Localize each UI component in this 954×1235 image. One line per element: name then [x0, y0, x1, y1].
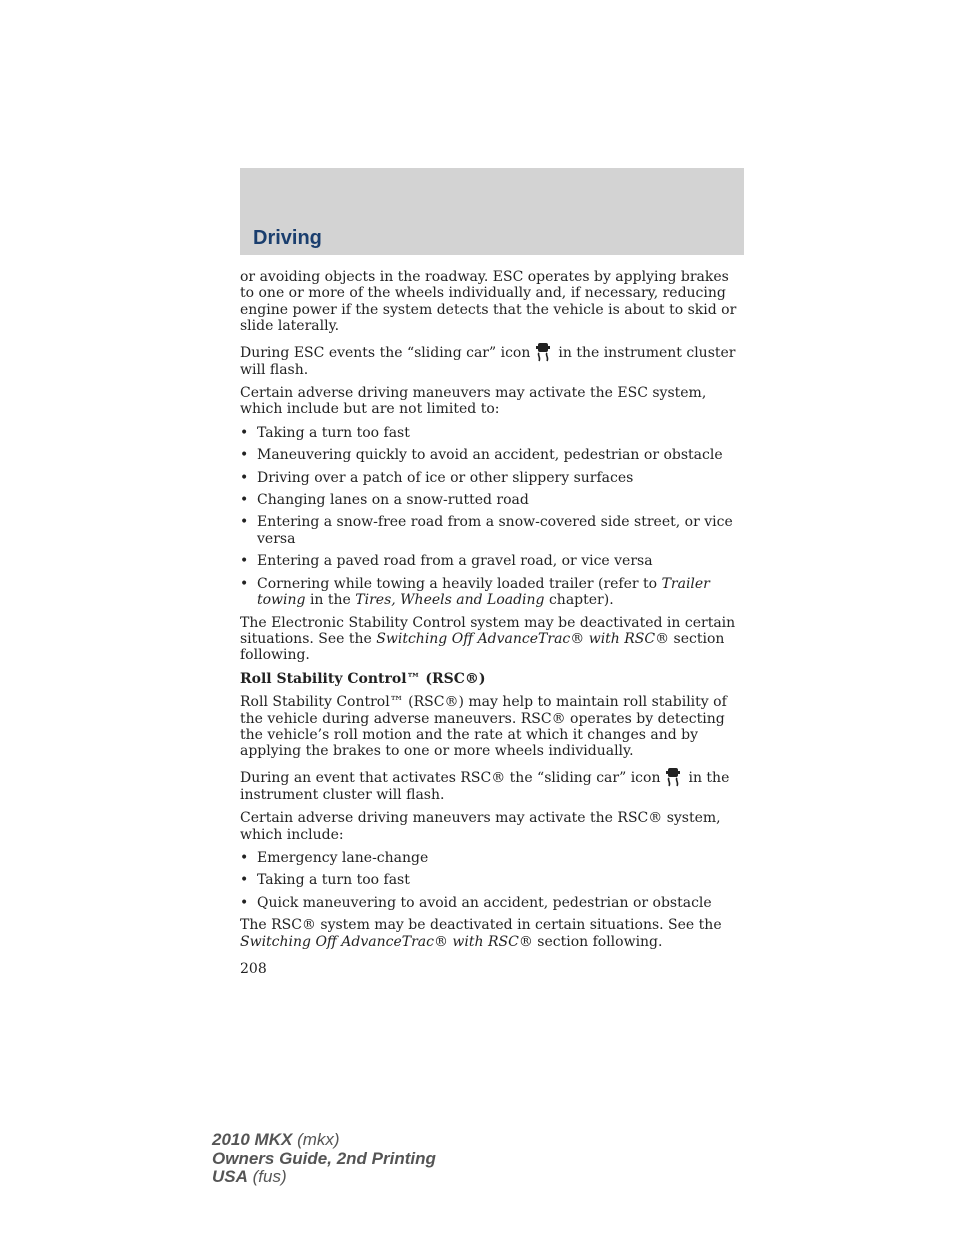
list-item: • Quick maneuvering to avoid an accident, pedestrian or obstacle: [240, 894, 712, 911]
sliding-car-icon: [664, 767, 682, 787]
rsc-heading: Roll Stability Control™ (RSC®): [240, 670, 486, 687]
paragraph-rsc-icon: During an event that activates RSC® the “sliding car” icon in the instrument cluster will flash.: [240, 767, 746, 803]
list-item: • Taking a turn too fast: [240, 872, 410, 889]
sliding-car-icon: [534, 342, 552, 362]
footer-line-edition: Owners Guide, 2nd Printing: [212, 1148, 436, 1168]
section-title: Driving: [253, 227, 322, 249]
list-item: • Emergency lane-change: [240, 849, 429, 866]
list-item: • Taking a turn too fast: [240, 424, 410, 441]
paragraph-esc-operation: or avoiding objects in the roadway. ESC operates by applying brakes to one or more of the wheels individually and, if necessary, reducing engine power if the system detects that the vehicle is about to skid or slide laterally.: [240, 269, 737, 335]
paragraph-rsc-deactivation: The RSC® system may be deactivated in certain situations. See the Switching Off AdvanceTrac® with RSC® section following.: [240, 917, 722, 950]
paragraph-esc-maneuvers: Certain adverse driving maneuvers may activate the ESC system, which include but are not limited to:: [240, 385, 707, 418]
paragraph-rsc-description: Roll Stability Control™ (RSC®) may help to maintain roll stability of the vehicle during adverse maneuvers. RSC® operates by detecting the vehicle’s roll motion and the rate at which it changes and by applying the brakes to one or more wheels individually.: [240, 694, 727, 760]
list-item: • Entering a snow-free road from a snow-covered side street, or vice versa: [240, 514, 733, 547]
section-header: [240, 168, 744, 255]
document-footer: [212, 1131, 436, 1187]
footer-line-model: 2010 MKX (mkx): [212, 1130, 340, 1149]
esc-maneuver-list: [240, 425, 746, 609]
paragraph-esc-deactivation: The Electronic Stability Control system may be deactivated in certain situations. See the Switching Off AdvanceTrac® with RSC® section following.: [240, 614, 736, 664]
list-item: • Entering a paved road from a gravel road, or vice versa: [240, 553, 653, 570]
list-item: • Changing lanes on a snow-rutted road: [240, 492, 529, 509]
page-content: [240, 269, 746, 977]
list-item: • Driving over a patch of ice or other slippery surfaces: [240, 469, 634, 486]
list-item: • Maneuvering quickly to avoid an accident, pedestrian or obstacle: [240, 447, 723, 464]
paragraph-rsc-maneuvers: Certain adverse driving maneuvers may activate the RSC® system, which include:: [240, 810, 721, 843]
list-item: • Cornering while towing a heavily loaded trailer (refer to Trailer towing in the Tires, Wheels and Loading chapter).: [240, 575, 710, 609]
footer-line-region: USA (fus): [212, 1167, 287, 1186]
rsc-maneuver-list: [240, 850, 746, 911]
page-number: 208: [240, 961, 267, 977]
paragraph-esc-icon: During ESC events the “sliding car” icon in the instrument cluster will flash.: [240, 342, 746, 378]
